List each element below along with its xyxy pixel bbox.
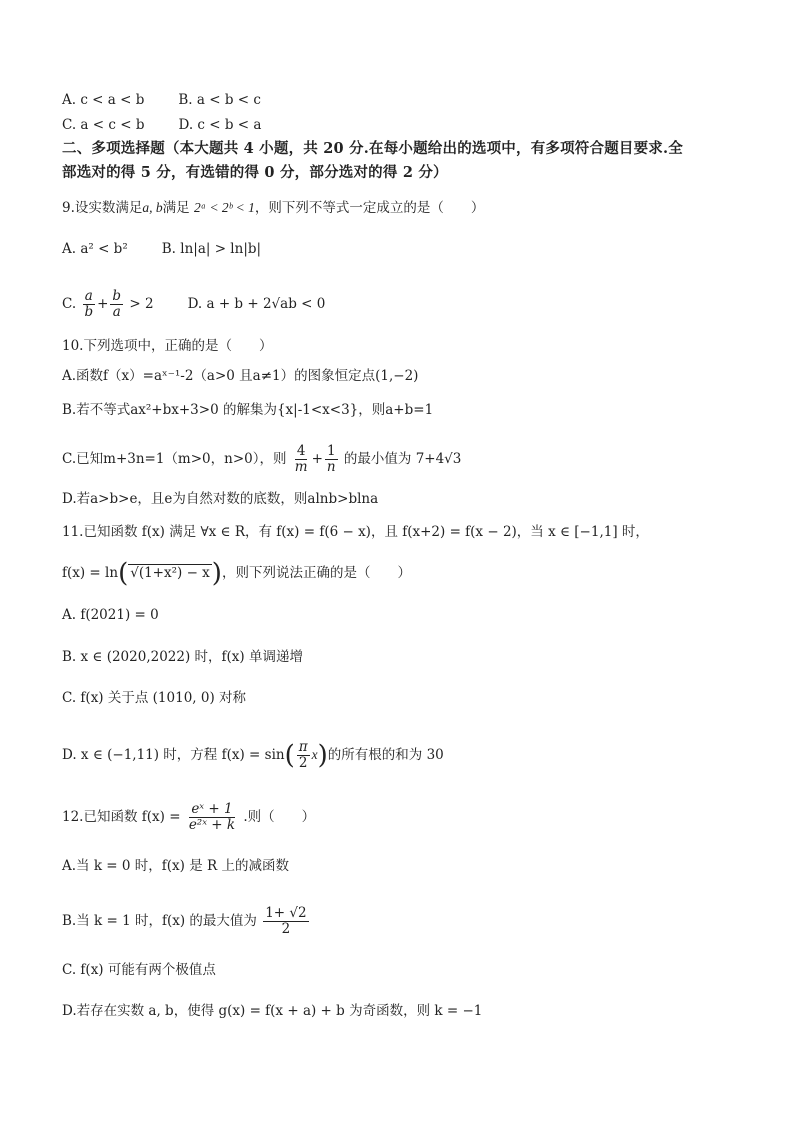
- prev-options-row-2: [62, 115, 261, 135]
- q11-stem2-post: ，则下列说法正确的是（ ）: [221, 565, 411, 581]
- q9-stem-b: 满足: [162, 200, 190, 216]
- q9-frac-b-over-a: $\frac{b}{a}$: [112, 288, 122, 320]
- q12-option-b-fraction: [263, 906, 308, 937]
- prev-option-c: C. a < c < b: [62, 117, 145, 133]
- q12-option-d: D.若存在实数 a, b，使得 g(x) = f(x + a) + b 为奇函数，则 k = −1: [62, 1003, 483, 1019]
- q11-stem-line2: f(x) = ln( √(1+x²) − x)，则下列说法正确的是（ ）: [62, 558, 411, 589]
- q10-frac-1-over-n: $\frac{1}{n}$: [326, 443, 336, 475]
- q12-frac-denominator: e²ˣ + k: [188, 817, 236, 833]
- q12-stem-post: .则（ ）: [243, 809, 316, 825]
- q11-frac-pi-over-2: $\frac{\pi}{2}$: [298, 739, 308, 771]
- q9-option-a: A. a² < b²: [62, 241, 128, 257]
- prev-option-d: D. c < b < a: [178, 117, 262, 133]
- q9-stem-a: 9.设实数满足: [62, 200, 143, 216]
- q12-stem: [62, 802, 315, 833]
- q10-stem: 10.下列选项中，正确的是（ ）: [62, 338, 273, 354]
- q12-stem-pre: 12.已知函数 f(x) =: [62, 809, 181, 825]
- q11-stem2-inner: √(1+x²) − x: [130, 565, 210, 581]
- q10-option-c-post: 的最小值为 7+4√3: [343, 451, 462, 467]
- q9-stem: [62, 198, 484, 218]
- q11-option-d-pre: D. x ∈ (−1,11) 时，方程 f(x) = sin: [62, 747, 285, 763]
- q12-frac-numerator: eˣ + 1: [191, 801, 233, 817]
- q10-option-a: A.函数f（x）=aˣ⁻¹-2（a>0 且a≠1）的图象恒定点(1,−2): [62, 368, 419, 384]
- q12-main-fraction: [187, 802, 237, 833]
- q9-option-d: D. a + b + 2√ab < 0: [187, 296, 326, 312]
- q11-option-d-post: 的所有根的和为 30: [327, 747, 444, 763]
- q12-option-b: [62, 906, 311, 937]
- q12-option-b-pre: B.当 k = 1 时，f(x) 的最大值为: [62, 913, 257, 929]
- q9-cond: 2ᵃ < 2ᵇ < 1: [193, 200, 255, 215]
- q9-option-c-tail: > 2: [129, 296, 154, 312]
- q12-option-c: C. f(x) 可能有两个极值点: [62, 962, 216, 978]
- prev-options-row-1: [62, 90, 261, 110]
- q10-option-d: D.若a>b>e，且e为自然对数的底数，则alnb>blna: [62, 491, 379, 507]
- q9-options-cd: C. $\frac{a}{b}$ + $\frac{b}{a}$ > 2 D. a + b + 2√ab < 0: [62, 288, 326, 320]
- q11-option-b: B. x ∈ (2020,2022) 时，f(x) 单调递增: [62, 649, 303, 665]
- q11-option-a: A. f(2021) = 0: [62, 607, 159, 623]
- q12-option-a: A.当 k = 0 时，f(x) 是 R 上的减函数: [62, 858, 289, 874]
- q9-vars: a, b: [142, 200, 163, 215]
- q11-option-c: C. f(x) 关于点 (1010, 0) 对称: [62, 690, 247, 706]
- q12-option-b-numerator: 1+ √2: [265, 905, 307, 921]
- section2-heading-line2: 部选对的得 5 分，有选错的得 0 分，部分选对的得 2 分）: [62, 164, 448, 181]
- prev-option-a: A. c < a < b: [62, 92, 145, 108]
- q11-stem2-pre: f(x) = ln: [62, 565, 119, 581]
- q10-option-c: C.已知m+3n=1（m>0，n>0），则 $\frac{4}{m}$ + $\frac{1}{n}$ 的最小值为 7+4√3: [62, 443, 462, 475]
- q10-frac-4-over-m: $\frac{4}{m}$: [294, 443, 308, 475]
- q9-option-b: B. ln|a| > ln|b|: [161, 241, 262, 257]
- q12-option-b-denominator: 2: [281, 921, 291, 937]
- q9-frac-a-over-b: $\frac{a}{b}$: [84, 288, 94, 320]
- q9-option-c-label: C.: [62, 296, 77, 312]
- q9-options-ab: [62, 239, 261, 259]
- q10-option-c-pre: C.已知m+3n=1（m>0，n>0），则: [62, 451, 287, 467]
- q10-option-b: B.若不等式ax²+bx+3>0 的解集为{x|-1<x<3}，则a+b=1: [62, 402, 434, 418]
- q9-stem-c: ，则下列不等式一定成立的是（ ）: [254, 200, 485, 216]
- q11-stem-line1: 11.已知函数 f(x) 满足 ∀x ∈ R，有 f(x) = f(6 − x)，且 f(x+2) = f(x − 2)，当 x ∈ [−1,1] 时，: [62, 524, 649, 540]
- section2-heading-line1: 二、多项选择题（本大题共 4 小题，共 20 分.在每小题给出的选项中，有多项符合题目要求.全: [62, 140, 683, 157]
- prev-option-b: B. a < b < c: [178, 92, 261, 108]
- q11-option-d: D. x ∈ (−1,11) 时，方程 f(x) = sin( $\frac{\pi}{2}$ x)的所有根的和为 30: [62, 739, 444, 771]
